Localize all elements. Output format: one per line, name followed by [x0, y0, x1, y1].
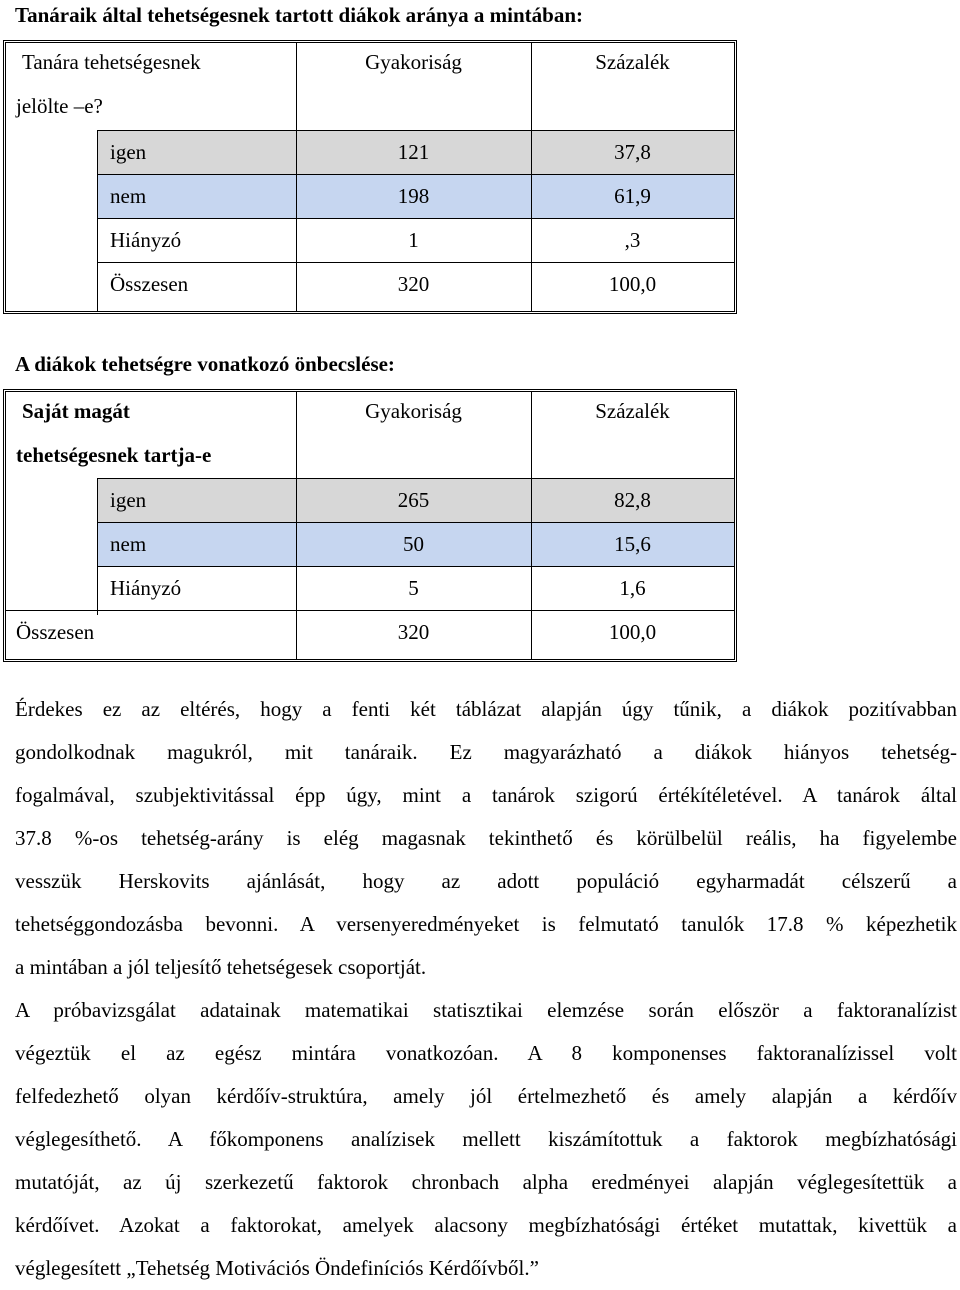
column-divider: [531, 43, 532, 311]
table-row: [6, 610, 734, 654]
text-line: 37.8 %-os tehetség-arány is elég magasnak tekinthető és körülbelül reális, ha figyelembe: [15, 826, 957, 850]
text-line: véglegesített „Tehetség Motivációs Öndefiníciós Kérdőívből.”: [15, 1256, 539, 1280]
table-row: [6, 566, 734, 610]
row-percent: 61,9: [614, 184, 651, 208]
text-line: gondolkodnak magukról, mit tanáraik. Ez magyarázható a diákok hiányos tehetség-: [15, 740, 957, 764]
row-percent: 1,6: [619, 576, 646, 600]
row-percent: 15,6: [614, 532, 651, 556]
column-divider: [296, 392, 297, 659]
table2-header-frequency: Gyakoriság: [365, 399, 462, 423]
column-divider: [97, 130, 98, 311]
table-row: [6, 218, 734, 262]
row-label: Összesen: [110, 272, 189, 296]
row-label: Összesen: [16, 620, 95, 644]
text-line: tehetséggondozásba bevonni. A versenyeredményeket is felmutató tanulók 17.8 % képezhetik: [15, 912, 957, 936]
row-percent: 100,0: [608, 620, 657, 644]
table-row: [6, 174, 734, 218]
table1-header-frequency: Gyakoriság: [365, 50, 462, 74]
row-percent: 37,8: [614, 140, 651, 164]
text-line: végeztük el az egész mintára vonatkozóan. A 8 komponenses faktoranalízissel volt: [15, 1041, 957, 1065]
row-percent: 82,8: [614, 488, 651, 512]
table-row: [6, 130, 734, 174]
row-percent: ,3: [624, 228, 641, 252]
table-row: [6, 262, 734, 306]
row-divider: [97, 130, 734, 131]
row-divider: [6, 610, 734, 611]
row-frequency: 1: [408, 228, 419, 252]
column-divider: [531, 392, 532, 659]
self-rating-table: [3, 389, 737, 662]
text-line: fogalmával, szubjektivitással épp úgy, mint a tanárok szigorú értékítéletével. A tanárok által: [15, 783, 957, 807]
table2-header-col1-line1: Saját magát: [22, 399, 130, 423]
row-divider: [97, 262, 734, 263]
row-divider: [97, 174, 734, 175]
table2-header-percent: Százalék: [595, 399, 670, 423]
row-frequency: 265: [397, 488, 430, 512]
row-label: nem: [110, 184, 147, 208]
table1-header-col1-line1: Tanára tehetségesnek: [22, 50, 201, 74]
row-frequency: 198: [397, 184, 430, 208]
text-line: felfedezhető olyan kérdőív-struktúra, amely jól értelmezhető és amely alapján a kérdőív: [15, 1084, 957, 1108]
teacher-rating-table: [3, 40, 737, 314]
text-line: A próbavizsgálat adatainak matematikai statisztikai elemzése során először a faktoranalízist: [15, 998, 957, 1022]
text-line: vesszük Herskovits ajánlását, hogy az adott populáció egyharmadát célszerű a: [15, 869, 957, 893]
column-divider: [296, 43, 297, 311]
table1-heading: Tanáraik által tehetségesnek tartott diákok aránya a mintában:: [15, 3, 583, 27]
row-divider: [97, 218, 734, 219]
column-divider: [97, 478, 98, 615]
table2-heading: A diákok tehetségre vonatkozó önbecslése:: [15, 352, 395, 376]
table-row: [6, 478, 734, 522]
paragraph-analysis: [15, 989, 957, 1290]
row-label: igen: [110, 488, 147, 512]
row-divider: [97, 522, 734, 523]
text-line: véglegesíthető. A főkomponens analízisek mellett kiszámítottuk a faktorok megbízhatósági: [15, 1127, 957, 1151]
table1-header-percent: Százalék: [595, 50, 670, 74]
row-frequency: 320: [397, 620, 430, 644]
row-frequency: 320: [397, 272, 430, 296]
row-frequency: 50: [403, 532, 424, 556]
row-label: igen: [110, 140, 147, 164]
text-line: mutatóját, az új szerkezetű faktorok chronbach alpha eredményei alapján véglegesítettük a: [15, 1170, 957, 1194]
row-percent: 100,0: [608, 272, 657, 296]
row-label: Hiányzó: [110, 576, 182, 600]
table2-header-col1-line2: tehetségesnek tartja-e: [16, 443, 212, 467]
table1-header-col1-line2: jelölte –e?: [16, 94, 103, 118]
text-line: Érdekes ez az eltérés, hogy a fenti két táblázat alapján úgy tűnik, a diákok pozitívabban: [15, 697, 957, 721]
table-row: [6, 522, 734, 566]
row-frequency: 5: [408, 576, 419, 600]
text-line: kérdőívet. Azokat a faktorokat, amelyek alacsony megbízhatósági értéket mutattak, kivettük a: [15, 1213, 957, 1237]
row-label: Hiányzó: [110, 228, 182, 252]
row-label: nem: [110, 532, 147, 556]
text-line: a mintában a jól teljesítő tehetségesek csoportját.: [15, 955, 427, 979]
paragraph-discussion: [15, 688, 957, 989]
row-divider: [97, 478, 734, 479]
row-divider: [97, 566, 734, 567]
row-frequency: 121: [397, 140, 430, 164]
